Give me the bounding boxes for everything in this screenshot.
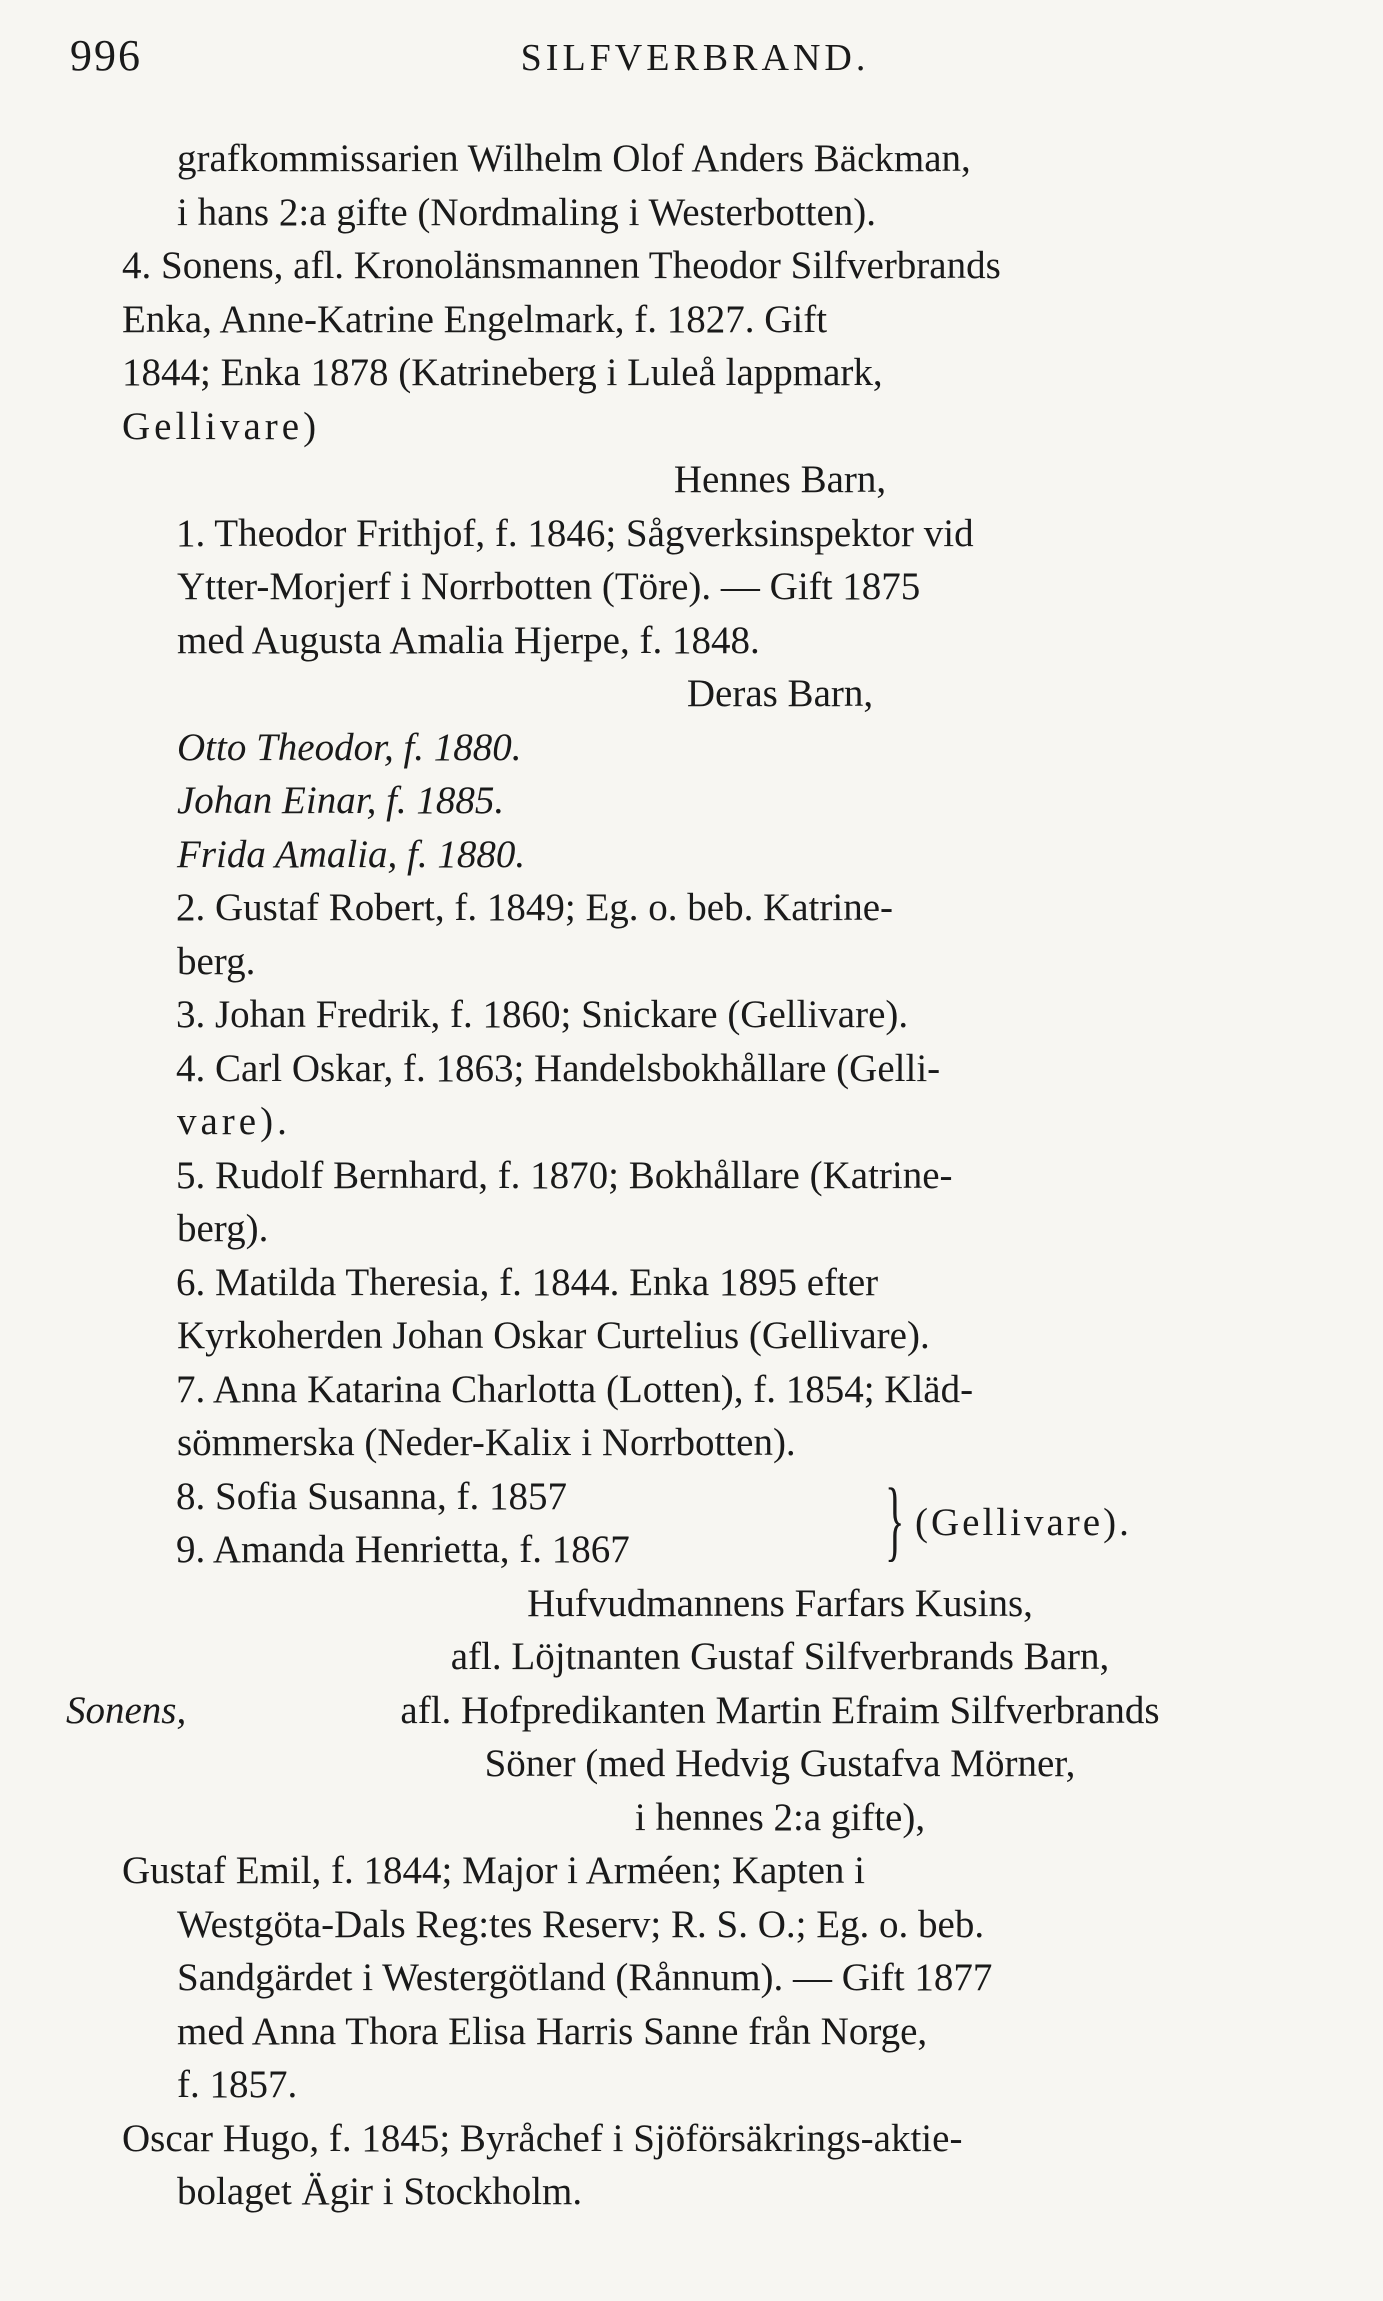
text-line: 6. Matilda Theresia, f. 1844. Enka 1895 efter [176, 1260, 879, 1304]
text-line: Gellivare) [122, 404, 321, 448]
sons-label: Sonens, [66, 1688, 187, 1732]
text-line: Ytter-Morjerf i Norrbotten (Töre). — Gift 1875 [177, 565, 921, 608]
text-line: 3. Johan Fredrik, f. 1860; Snickare (Gellivare). [176, 993, 909, 1036]
text-line: grafkommissarien Wilhelm Olof Anders Bäckman, [177, 137, 971, 180]
text-line: med Augusta Amalia Hjerpe, f. 1848. [177, 618, 760, 662]
text-line: 8. Sofia Susanna, f. 1857 [176, 1474, 568, 1518]
brace-symbol: } [885, 1470, 905, 1570]
text-line: Kyrkoherden Johan Oskar Curtelius (Gellivare). [177, 1314, 930, 1357]
page-number: 996 [70, 31, 142, 80]
text-line: berg. [177, 939, 256, 983]
text-line: Otto Theodor, f. 1880. [177, 725, 522, 769]
section-heading: Söner (med Hedvig Gustafva Mörner, [484, 1742, 1076, 1785]
brace-group [0, 1470, 1383, 1577]
text-line: 2. Gustaf Robert, f. 1849; Eg. o. beb. Katrine- [176, 886, 894, 929]
text-line: berg). [177, 1207, 269, 1250]
text-line: Johan Einar, f. 1885. [177, 779, 505, 822]
section-heading: Hufvudmannens Farfars Kusins, [527, 1581, 1033, 1625]
body-text [0, 132, 1383, 2219]
text-line: 7. Anna Katarina Charlotta (Lotten), f. 1854; Kläd- [176, 1367, 974, 1411]
text-line: 1844; Enka 1878 (Katrineberg i Luleå lappmark, [122, 351, 883, 394]
text-line: 4. Sonens, afl. Kronolänsmannen Theodor Silfverbrands [122, 244, 1001, 287]
text-line: bolaget Ägir i Stockholm. [177, 2170, 583, 2213]
text-line: Gustaf Emil, f. 1844; Major i Arméen; Kapten i [122, 1849, 866, 1892]
running-head: SILFVERBRAND. [520, 37, 870, 79]
brace-label: (Gellivare). [915, 1500, 1132, 1544]
text-line: sömmerska (Neder-Kalix i Norrbotten). [177, 1421, 796, 1464]
text-line: 1. Theodor Frithjof, f. 1846; Sågverksinspektor vid [176, 511, 974, 555]
text-line: Frida Amalia, f. 1880. [177, 832, 526, 876]
text-line: i hans 2:a gifte (Nordmaling i Westerbotten). [177, 190, 877, 234]
text-line: med Anna Thora Elisa Harris Sanne från Norge, [177, 2009, 928, 2053]
section-heading: Hennes Barn, [673, 458, 887, 501]
text-line: 5. Rudolf Bernhard, f. 1870; Bokhållare (Katrine- [176, 1153, 953, 1197]
text-line: 9. Amanda Henrietta, f. 1867 [176, 1528, 630, 1571]
text-line: vare). [177, 1100, 291, 1143]
section-heading: afl. Löjtnanten Gustaf Silfverbrands Barn, [450, 1635, 1110, 1678]
text-line: 4. Carl Oskar, f. 1863; Handelsbokhållare (Gelli- [176, 1046, 941, 1090]
text-line: Oscar Hugo, f. 1845; Byråchef i Sjöförsäkrings-aktie- [122, 2116, 963, 2160]
page-header [70, 30, 1320, 90]
text-line: Sandgärdet i Westergötland (Rånnum). — Gift 1877 [177, 1956, 993, 1999]
section-heading: i hennes 2:a gifte), [634, 1795, 926, 1839]
text-line: afl. Hofpredikanten Martin Efraim Silfverbrands [400, 1688, 1160, 1732]
section-heading [0, 1684, 1383, 1738]
section-heading: Deras Barn, [686, 672, 874, 715]
text-line: Enka, Anne-Katrine Engelmark, f. 1827. Gift [122, 297, 828, 341]
text-line: Westgöta-Dals Reg:tes Reserv; R. S. O.; Eg. o. beb. [177, 1902, 985, 1946]
text-line: f. 1857. [177, 2063, 298, 2106]
